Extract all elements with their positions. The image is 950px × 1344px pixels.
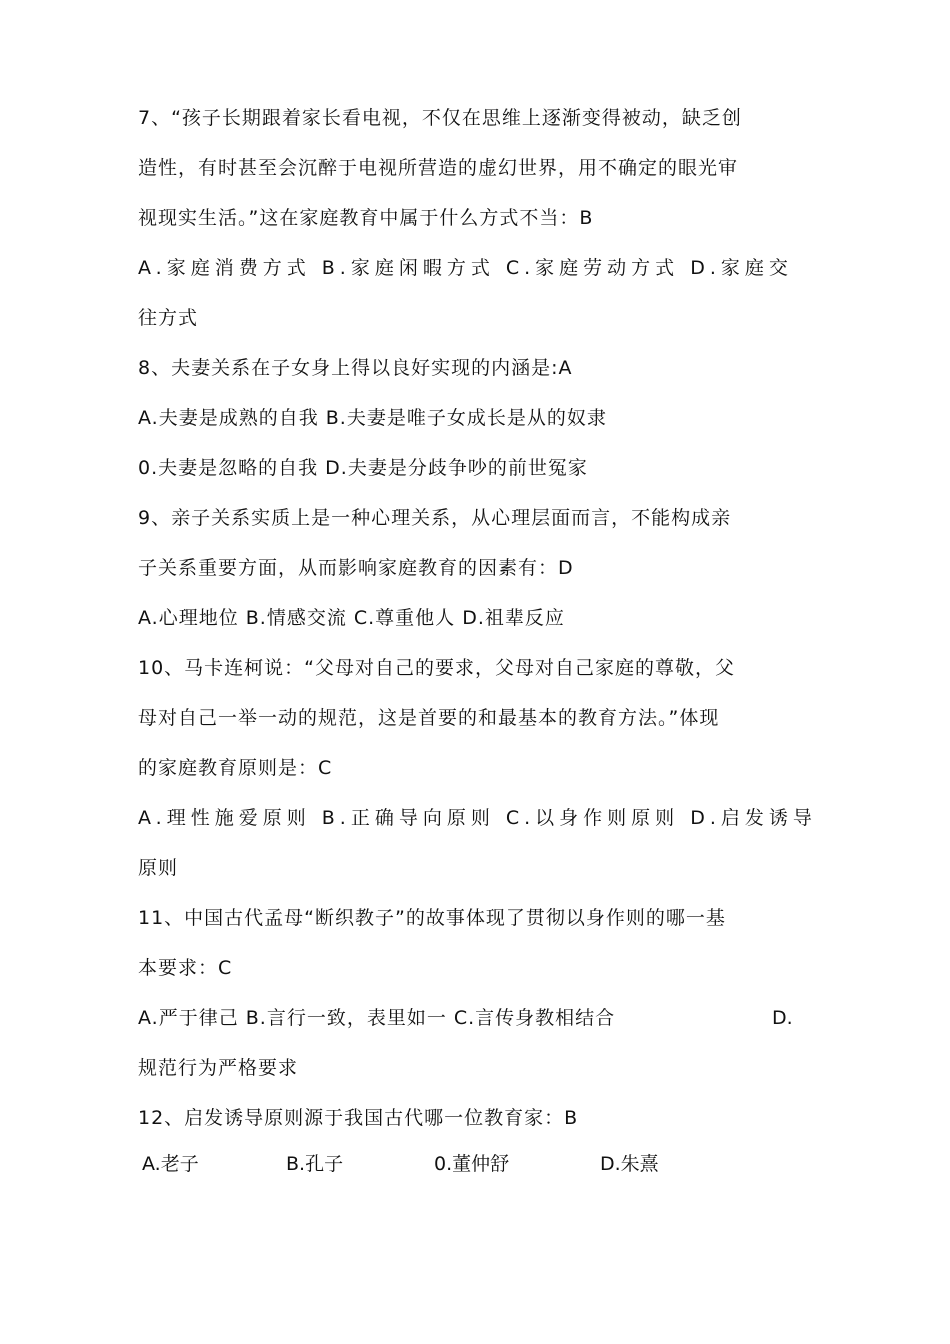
q9-stem-line-2: 子关系重要方面，从而影响家庭教育的因素有：D [138,557,574,579]
q7-stem-line-3: 视现实生活。”这在家庭教育中属于什么方式不当：B [138,207,594,229]
q11-options-line-2: 规范行为严格要求 [138,1057,299,1079]
q11-stem-line-1: 11、中国古代孟母“断织教子”的故事体现了贯彻以身作则的哪一基 [138,907,726,929]
q11-options-line-1-right: D. [772,1007,793,1029]
q11-stem-line-2: 本要求：C [138,957,233,979]
q7-stem-line-1: 7、“孩子长期跟着家长看电视，不仅在思维上逐渐变得被动，缺乏创 [138,107,742,129]
q10-stem-line-3: 的家庭教育原则是：C [138,757,333,779]
q10-stem-line-2: 母对自己一举一动的规范，这是首要的和最基本的教育方法。”体现 [138,707,720,729]
q8-options-line-1: A.夫妻是成熟的自我 B.夫妻是唯子女成长是从的奴隶 [138,407,607,429]
q8-stem-line-1: 8、夫妻关系在子女身上得以良好实现的内涵是:A [138,357,573,379]
q8-options-line-2: 0.夫妻是忽略的自我 D.夫妻是分歧争吵的前世冤家 [138,457,588,479]
q12-option-a: A.老子 [142,1153,199,1175]
q10-stem-line-1: 10、马卡连柯说：“父母对自己的要求，父母对自己家庭的尊敬，父 [138,657,736,679]
q7-stem-line-2: 造性，有时甚至会沉醉于电视所营造的虚幻世界，用不确定的眼光审 [138,157,739,179]
q10-options-line-2: 原则 [138,857,179,879]
q12-stem-line-1: 12、启发诱导原则源于我国古代哪一位教育家：B [138,1107,579,1129]
q7-options-line-2: 往方式 [138,307,199,329]
q7-options-line-1: A.家庭消费方式 B.家庭闲暇方式 C.家庭劳动方式 D.家庭交 [138,257,793,279]
q12-option-c: 0.董仲舒 [434,1153,510,1175]
q10-options-line-1: A.理性施爱原则 B.正确导向原则 C.以身作则原则 D.启发诱导 [138,807,817,829]
q12-option-b: B.孔子 [286,1153,344,1175]
q12-option-d: D.朱熹 [600,1153,659,1175]
q9-options-line-1: A.心理地位 B.情感交流 C.尊重他人 D.祖辈反应 [138,607,565,629]
q11-options-line-1-left: A.严于律己 B.言行一致，表里如一 C.言传身教相结合 [138,1007,616,1029]
q9-stem-line-1: 9、亲子关系实质上是一种心理关系，从心理层面而言，不能构成亲 [138,507,732,529]
